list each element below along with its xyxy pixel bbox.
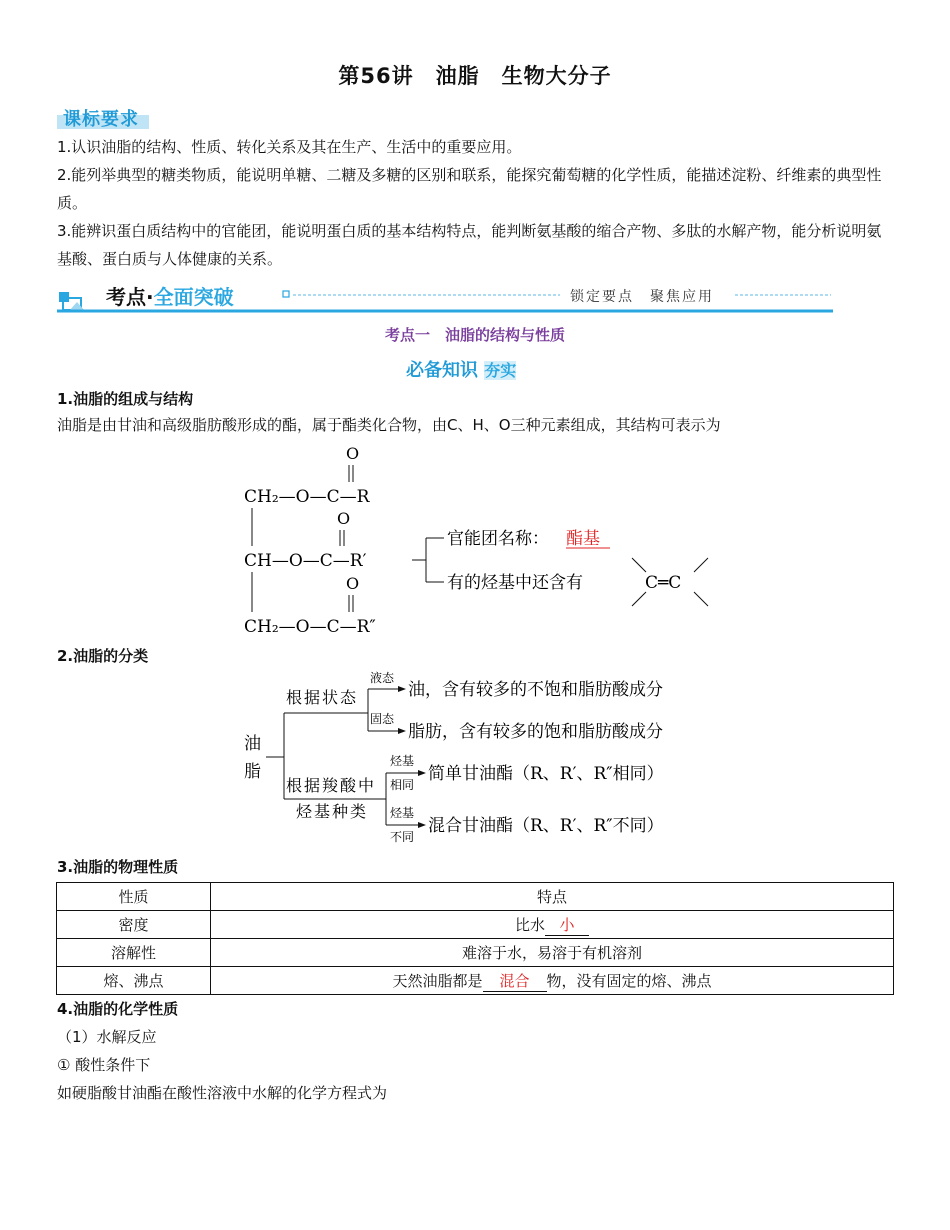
label-same-b: 相同 [390,778,415,792]
knowledge-heading-a: 必备知识 [406,360,478,381]
branch-by-acid-b: 烃基种类 [296,802,369,821]
feature-answer: 小 [545,914,589,936]
property-name: 溶解性 [57,939,211,967]
root-label-b: 脂 [244,762,261,782]
knowledge-heading [406,356,516,382]
label-diff-b: 不同 [390,830,415,844]
hydrocarbon-note: 有的烃基中还含有 [447,573,583,593]
property-feature [211,939,894,967]
section-3-heading: 3.油脂的物理性质 [57,858,179,876]
table-row [57,911,894,939]
property-feature [211,967,894,995]
table-header-cell: 特点 [211,883,894,911]
carbonyl-oxygen-3: O [346,574,360,593]
label-same-a: 烃基 [390,754,415,768]
table-row [57,967,894,995]
label-liquid: 液态 [370,671,395,685]
triglyceride-structure-diagram [240,442,720,642]
feature-text: 难溶于水，易溶于有机溶剂 [461,944,642,962]
functional-group-answer: 酯基 [566,529,600,549]
carbonyl-oxygen-2: O [337,509,351,528]
section-4-sub-1: （1）水解反应 [57,1028,157,1046]
fat-description: 脂肪，含有较多的饱和脂肪酸成分 [408,722,663,742]
oil-description: 油，含有较多的不饱和脂肪酸成分 [408,680,663,700]
simple-glyceride: 简单甘油酯（R、R′、R″相同） [428,764,664,784]
label-diff-a: 烃基 [390,806,415,820]
root-label-a: 油 [244,734,261,754]
section-1-heading: 1.油脂的组成与结构 [57,390,194,408]
requirements-heading: 课标要求 [63,109,139,130]
fat-classification-diagram [240,665,740,850]
feature-text: 比水 [514,915,545,934]
table-header-cell: 性质 [57,883,211,911]
property-name: 熔、沸点 [57,967,211,995]
section-1-text: 油脂是由甘油和高级脂肪酸形成的酯，属于酯类化合物，由C、H、O三种元素组成，其结构可表示为 [57,416,721,434]
section-4-text: 如硬脂酸甘油酯在酸性溶液中水解的化学方程式为 [57,1084,388,1102]
structure-row-3: CH₂—O—C—R″ [244,617,376,637]
requirement-item-1: 1.认识油脂的结构、性质、转化关系及其在生产、生活中的重要应用。 [57,138,522,156]
section-2-heading: 2.油脂的分类 [57,647,149,665]
section-4-sub-2: ① 酸性条件下 [57,1056,151,1074]
double-bond-label: C═C [645,573,682,593]
functional-group-label: 官能团名称： [447,529,549,549]
property-name: 密度 [57,911,211,939]
structure-row-1: CH₂—O—C—R [244,487,370,507]
label-solid: 固态 [370,712,395,726]
banner-subtitle: 锁定要点 聚焦应用 [570,289,714,305]
carbonyl-oxygen-1: O [346,444,360,463]
requirements-heading-badge [55,103,155,131]
branch-by-state: 根据状态 [286,688,359,707]
feature-text: 天然油脂都是 [392,971,483,990]
section-4-heading: 4.油脂的化学性质 [57,1000,179,1018]
table-header-row [57,883,894,911]
feature-answer: 混合 [483,970,547,992]
knowledge-heading-b: 夯实 [484,361,517,380]
requirement-item-2: 2.能列举典型的糖类物质，能说明单糖、二糖及多糖的区别和联系，能探究葡萄糖的化学性质，能描述淀粉、纤维素的典型性质。 [57,166,882,212]
physical-properties-table [56,882,894,995]
banner-title-b: 全面突破 [153,285,234,309]
banner-title-a: 考点· [106,285,154,309]
banner-title [106,281,234,310]
branch-by-acid-a: 根据羧酸中 [286,776,377,795]
requirement-item-3: 3.能辨识蛋白质结构中的官能团，能说明蛋白质的基本结构特点，能判断氨基酸的缩合产物、多肽的水解产物，能分析说明氨基酸、蛋白质与人体健康的关系。 [57,222,882,268]
table-row [57,939,894,967]
topic-heading: 考点一 油脂的结构与性质 [384,326,565,344]
structure-row-2: CH—O—C—R′ [244,551,367,571]
property-feature [211,911,894,939]
page-title: 第56讲 油脂 生物大分子 [338,64,612,88]
mixed-glyceride: 混合甘油酯（R、R′、R″不同） [428,816,664,836]
feature-text-tail: 物，没有固定的熔、沸点 [546,971,712,990]
